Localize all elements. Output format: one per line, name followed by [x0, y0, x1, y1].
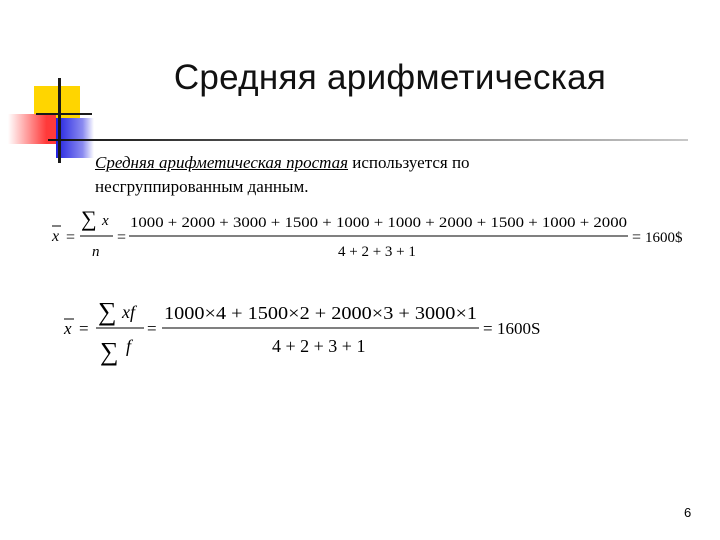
formula-simple-mean: [40, 200, 700, 264]
formula1-eq2: =: [117, 229, 127, 246]
formula2-denominator: 4 + 2 + 3 + 1: [272, 336, 366, 356]
slide-title: Средняя арифметическая: [173, 58, 607, 97]
formula1-sigma: ∑: [81, 206, 97, 231]
decor-blue-square: [56, 118, 94, 158]
formula2-eq3: =: [483, 319, 493, 338]
intro-rest: используется по: [348, 153, 470, 172]
intro-underlined-term: Средняя арифметическая простая: [95, 153, 349, 172]
formula2-sigma-top: ∑: [98, 297, 117, 326]
formula1-eq3: =: [632, 229, 642, 246]
formula1-denominator: 4 + 2 + 3 + 1: [338, 244, 416, 260]
formula2-numerator: 1000×4 + 1500×2 + 2000×3 + 3000×1: [164, 303, 477, 323]
formula2-bottom-var: f: [126, 336, 132, 356]
formula2-lhs: x: [64, 319, 72, 338]
page-number: 6: [684, 505, 692, 520]
formula1-denominator-var: n: [92, 244, 100, 260]
formula1-numerator: 1000 + 2000 + 3000 + 1500 + 1000 + 1000 + 2000 + 1500 + 1000 + 2000: [130, 215, 627, 231]
formula2-sigma-bottom: ∑: [100, 337, 119, 366]
formula2-top-var: xf: [122, 302, 135, 322]
intro-line-2: несгруппированным данным.: [95, 177, 309, 196]
formula-weighted-mean: [58, 288, 578, 370]
formula1-result: 1600$: [645, 230, 683, 246]
formula1-sum-var: x: [102, 213, 109, 229]
formula2-eq2: =: [147, 319, 157, 338]
intro-text: [95, 151, 635, 199]
title-underline: [48, 139, 688, 141]
decor-horizontal-line-short: [36, 113, 92, 115]
formula1-eq1: =: [66, 229, 76, 246]
formula1-lhs: x: [52, 228, 60, 245]
formula2-eq1: =: [79, 319, 89, 338]
formula2-result: 1600S: [497, 319, 541, 338]
